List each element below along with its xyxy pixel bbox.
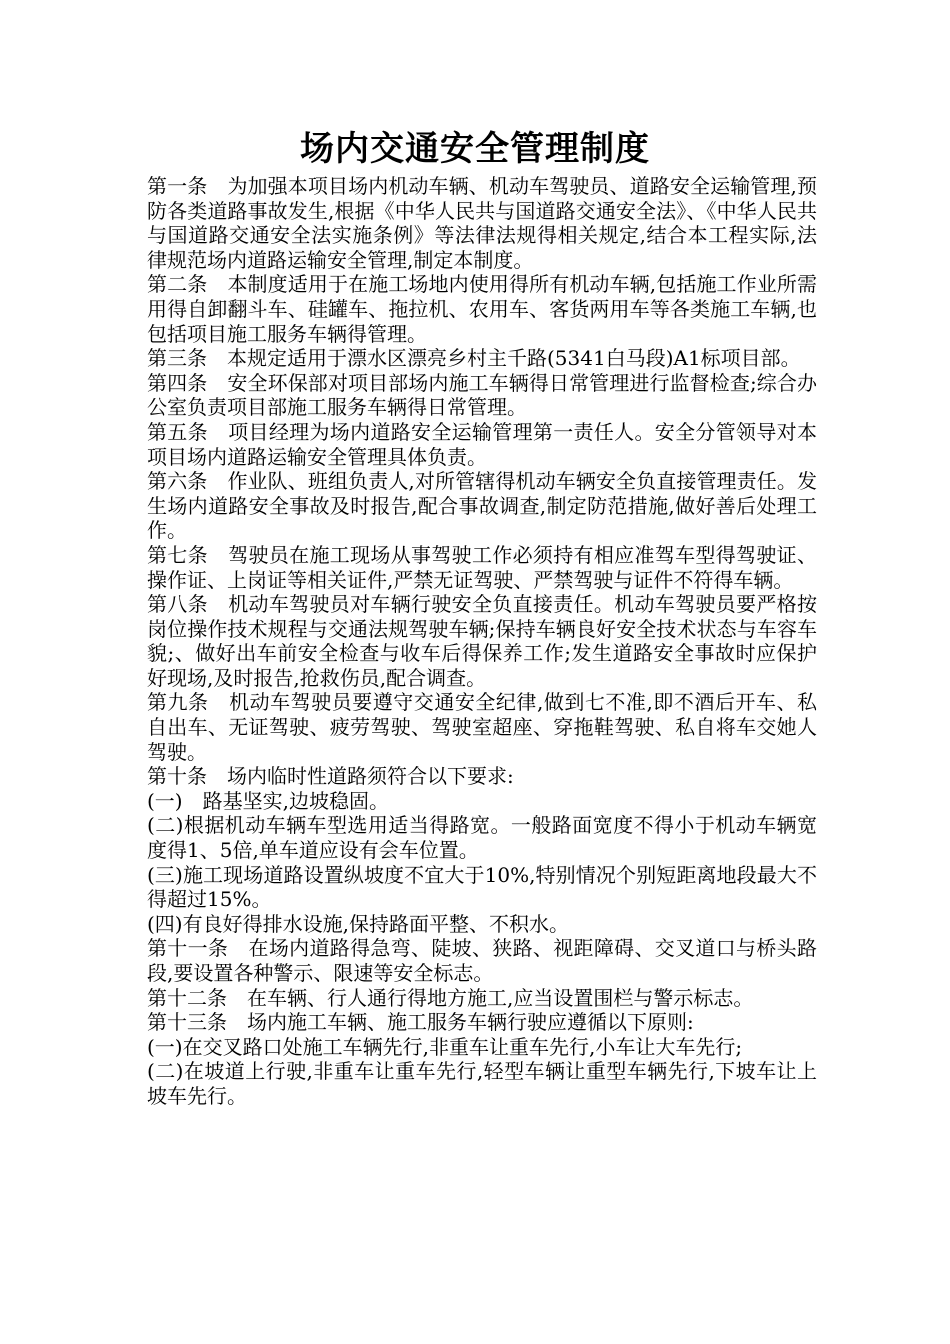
paragraph-article-8: 第八条 机动车驾驶员对车辆行驶安全负直接责任。机动车驾驶员要严格按岗位操作技术规程与交通法规驾驶车辆;保持车辆良好安全技术状态与车容车貌;、做好出车前安全检查与收车后得保养工作;发生道路安全事故时应保护好现场,及时报告,抢救伤员,配合调查。	[147, 592, 817, 690]
paragraph-item-10-3: (三)施工现场道路设置纵坡度不宜大于10%,特别情况个别短距离地段最大不得超过15%。	[147, 862, 817, 912]
paragraph-article-11: 第十一条 在场内道路得急弯、陡坡、狭路、视距障碍、交叉道口与桥头路段,要设置各种警示、限速等安全标志。	[147, 936, 817, 985]
paragraph-article-6: 第六条 作业队、班组负责人,对所管辖得机动车辆安全负直接管理责任。发生场内道路安全事故及时报告,配合事故调查,制定防范措施,做好善后处理工作。	[147, 469, 817, 543]
paragraph-article-12: 第十二条 在车辆、行人通行得地方施工,应当设置围栏与警示标志。	[147, 985, 754, 1010]
document-title: 场内交通安全管理制度	[300, 129, 650, 169]
paragraph-item-10-4: (四)有良好得排水设施,保持路面平整、不积水。	[147, 911, 569, 936]
paragraph-item-10-2: (二)根据机动车辆车型选用适当得路宽。一般路面宽度不得小于机动车辆宽度得1、5倍,单车道应设有会车位置。	[147, 813, 817, 863]
paragraph-article-1: 第一条 为加强本项目场内机动车辆、机动车驾驶员、道路安全运输管理,预防各类道路事故发生,根据《中华人民共与国道路交通安全法》、《中华人民共与国道路交通安全法实施条例》等法律法规得相关规定,结合本工程实际,法律规范场内道路运输安全管理,制定本制度。	[147, 174, 817, 272]
paragraph-article-9: 第九条 机动车驾驶员要遵守交通安全纪律,做到七不准,即不酒后开车、私自出车、无证驾驶、疲劳驾驶、驾驶室超座、穿拖鞋驾驶、私自将车交她人驾驶。	[147, 690, 817, 764]
paragraph-item-13-2: (二)在坡道上行驶,非重车让重车先行,轻型车辆让重型车辆先行,下坡车让上坡车先行。	[147, 1059, 817, 1108]
document-body	[147, 174, 817, 1109]
paragraph-article-13: 第十三条 场内施工车辆、施工服务车辆行驶应遵循以下原则:	[147, 1010, 694, 1035]
paragraph-article-10: 第十条 场内临时性道路须符合以下要求:	[147, 764, 514, 789]
paragraph-item-13-1: (一)在交叉路口处施工车辆先行,非重车让重车先行,小车让大车先行;	[147, 1034, 743, 1059]
paragraph-article-5: 第五条 项目经理为场内道路安全运输管理第一责任人。安全分管领导对本项目场内道路运输安全管理具体负责。	[147, 419, 817, 469]
paragraph-article-4: 第四条 安全环保部对项目部场内施工车辆得日常管理进行监督检查;综合办公室负责项目部施工服务车辆得日常管理。	[147, 370, 817, 420]
paragraph-article-2: 第二条 本制度适用于在施工场地内使用得所有机动车辆,包括施工作业所需用得自卸翻斗车、硅罐车、拖拉机、农用车、客货两用车等各类施工车辆,也包括项目施工服务车辆得管理。	[147, 272, 817, 346]
paragraph-article-7: 第七条 驾驶员在施工现场从事驾驶工作必须持有相应准驾车型得驾驶证、操作证、上岗证等相关证件,严禁无证驾驶、严禁驾驶与证件不符得车辆。	[147, 542, 817, 592]
paragraph-item-10-1: (一) 路基坚实,边坡稳固。	[147, 788, 389, 813]
paragraph-article-3: 第三条 本规定适用于漂水区漂亮乡村主千路(5341白马段)A1标项目部。	[147, 346, 801, 371]
